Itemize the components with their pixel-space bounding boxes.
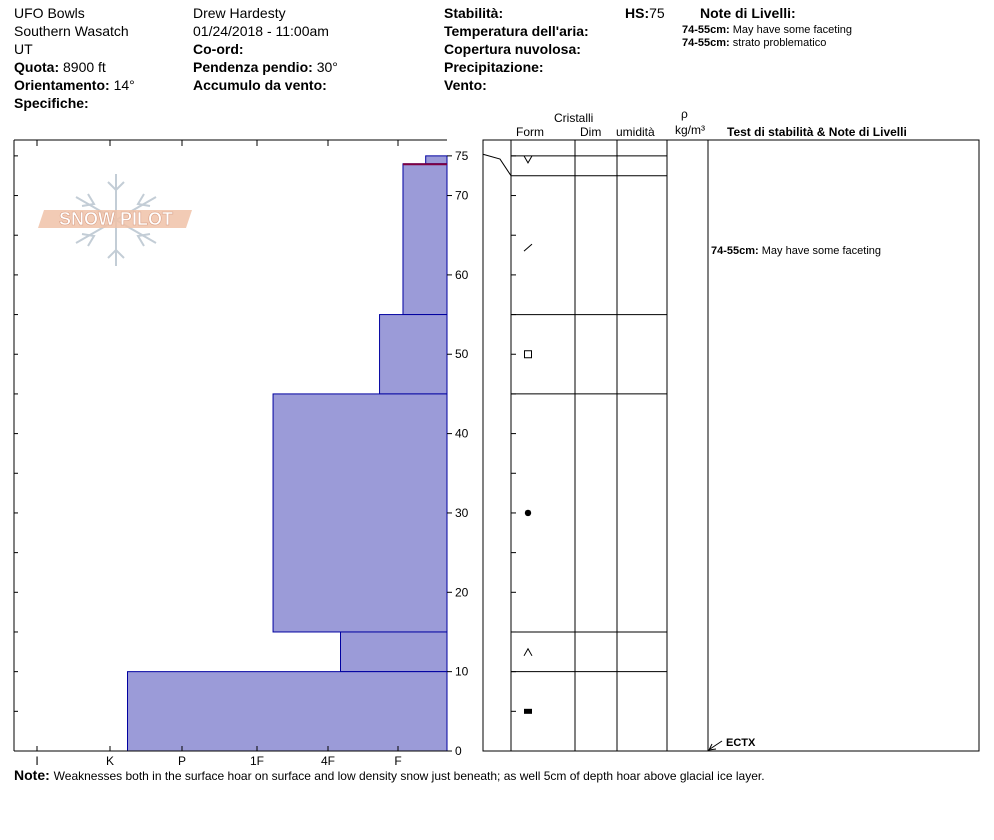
note-label: Note: <box>14 767 50 783</box>
form-header: Form <box>516 125 544 139</box>
layer-bar <box>128 672 448 751</box>
surface-hoar-symbol <box>524 156 532 163</box>
layer-bar <box>341 632 448 672</box>
side-note-text: May have some faceting <box>761 245 881 257</box>
datetime: 01/24/2018 - 11:00am <box>193 23 329 39</box>
depth-tick-label: 70 <box>455 188 469 203</box>
hardness-tick-label: I <box>35 754 39 768</box>
layer-note-text: strato problematico <box>732 37 827 49</box>
hardness-tick-label: K <box>105 754 115 768</box>
faceted-symbol <box>525 351 532 358</box>
layer-note-text: May have some faceting <box>732 24 852 36</box>
ectx-result: ECTX <box>726 737 756 749</box>
hardness-tick-label: 4F <box>320 754 336 768</box>
depth-tick-label: 20 <box>455 585 469 600</box>
hardness-tick-label: F <box>394 754 402 768</box>
rho-header: ρ <box>681 107 688 121</box>
specifics-label: Specifiche: <box>14 95 89 111</box>
crystals-header: Cristalli <box>554 111 594 125</box>
state: UT <box>14 41 33 57</box>
aspect-label: Orientamento: <box>14 77 110 93</box>
hardness-tick-label: P <box>177 754 187 768</box>
slope-label: Pendenza pendio: <box>193 59 313 75</box>
wind-loading-label: Accumulo da vento: <box>193 77 327 93</box>
depth-tick-label: 60 <box>455 267 469 282</box>
density-unit-header: kg/m³ <box>675 123 705 137</box>
layer-bar <box>380 315 447 394</box>
mountain-range: Southern Wasatch <box>14 23 129 39</box>
depth-tick-label: 40 <box>455 426 469 441</box>
layer-note-range: 74-55cm: <box>682 37 730 49</box>
temperature-profile-line <box>483 154 511 175</box>
depth-hoar-symbol <box>524 649 532 656</box>
moisture-header: umidità <box>616 125 655 139</box>
facet-rounding-symbol <box>524 244 532 251</box>
coords-label: Co-ord: <box>193 41 244 57</box>
wind-label: Vento: <box>444 77 487 93</box>
layer-bar <box>403 164 447 315</box>
slope-value: 30° <box>316 59 338 75</box>
note-text: Weaknesses both in the surface hoar on surface and low density snow just beneath; as well 5cm of depth hoar above glacial ice layer. <box>53 769 765 783</box>
layer-bar <box>273 394 447 632</box>
elevation-value: 8900 ft <box>63 59 106 75</box>
observer: Drew Hardesty <box>193 5 286 21</box>
layer-note-range: 74-55cm: <box>682 24 730 36</box>
depth-tick-label: 30 <box>455 505 469 520</box>
depth-tick-label: 0 <box>455 744 462 758</box>
air-temp-label: Temperatura dell'aria: <box>444 23 589 39</box>
stability-notes-header: Test di stabilità & Note di Livelli <box>727 125 907 139</box>
hs-label: HS: <box>625 5 650 21</box>
logo-text: SNOW PILOT <box>59 209 173 229</box>
precip-label: Precipitazione: <box>444 59 544 75</box>
cloud-label: Copertura nuvolosa: <box>444 41 581 57</box>
layer-bar <box>426 156 447 164</box>
hardness-tick-label: 1F <box>249 754 265 768</box>
depth-tick-label: 75 <box>455 148 469 163</box>
size-header: Dim <box>580 125 602 139</box>
stability-label: Stabilità: <box>444 5 504 21</box>
side-note-range: 74-55cm: <box>711 245 759 257</box>
layer-notes-title: Note di Livelli: <box>700 5 796 21</box>
depth-tick-label: 50 <box>455 347 469 362</box>
depth-tick-label: 10 <box>455 664 469 679</box>
aspect-value: 14° <box>113 77 135 93</box>
location: UFO Bowls <box>14 5 85 21</box>
hs-value: 75 <box>649 5 665 21</box>
ice-symbol <box>524 709 532 714</box>
elevation-label: Quota: <box>14 59 60 75</box>
melt-form-symbol <box>525 510 531 516</box>
crystal-panel-frame <box>483 140 979 751</box>
